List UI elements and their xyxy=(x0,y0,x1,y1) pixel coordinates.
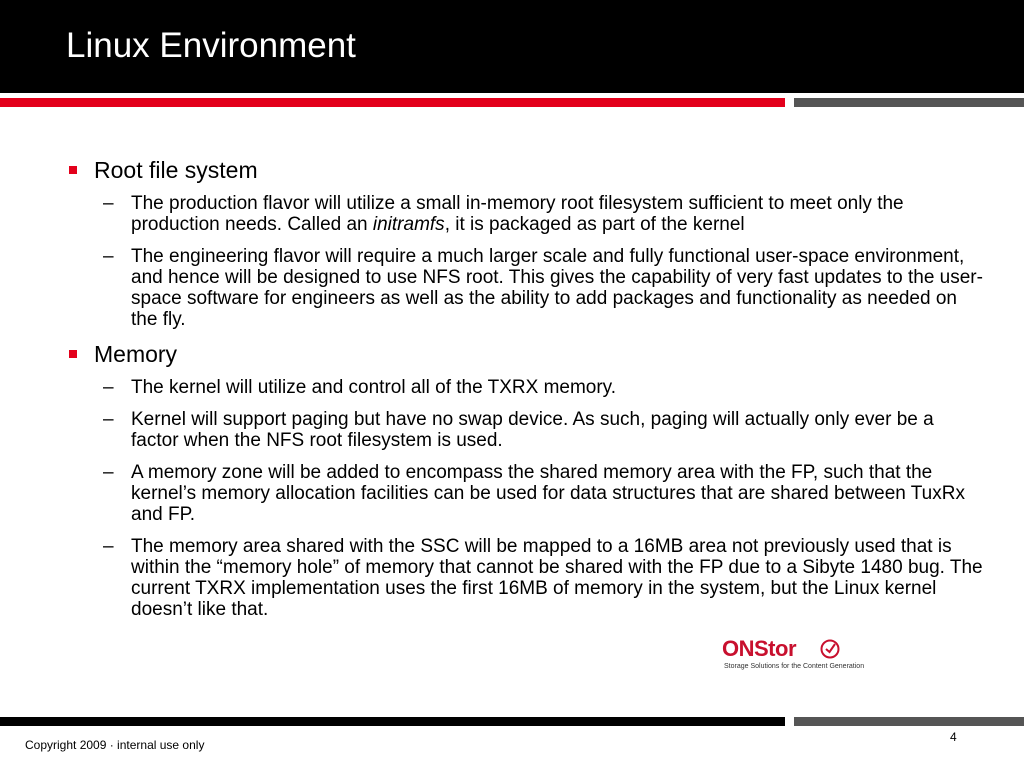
logo-tagline: Storage Solutions for the Content Generation xyxy=(724,663,865,670)
bottom-gray-stripe xyxy=(794,717,1024,726)
dash-icon: – xyxy=(103,193,114,214)
dash-icon: – xyxy=(103,377,114,398)
footer-copyright: Copyright 2009 · internal use only xyxy=(25,738,205,752)
sub-bullet-text: A memory zone will be added to encompass the shared memory area with the FP, such that the kernel’s memory allocation facilities can be used for data structures that are shared between TuxRx and FP. xyxy=(131,462,965,525)
sub-bullet-text: The engineering flavor will require a much larger scale and fully functional user-space environment, and hence will be designed to use NFS root. This gives the capability of very fast updates to the user-space software for engineers as well as the ability to add packages and functionality as needed on the fly. xyxy=(131,246,983,330)
bullet-square-icon xyxy=(69,166,77,174)
sub-bullet xyxy=(66,377,986,398)
page-number: 4 xyxy=(950,730,957,744)
sub-bullet-text: The kernel will utilize and control all of the TXRX memory. xyxy=(131,377,617,398)
sub-bullet xyxy=(66,462,986,525)
sub-bullet xyxy=(66,536,986,620)
bullet-root-file-system xyxy=(66,157,986,183)
top-gray-stripe xyxy=(794,98,1024,107)
onstor-logo xyxy=(722,636,872,676)
dash-icon: – xyxy=(103,246,114,267)
slide-title: Linux Environment xyxy=(66,26,356,65)
bullet-memory xyxy=(66,341,986,367)
check-circle-icon xyxy=(819,637,841,659)
bullet-square-icon xyxy=(69,350,77,358)
top-accent-stripe xyxy=(0,98,785,107)
bullet-text: Root file system xyxy=(94,157,258,183)
sub-bullet-text: Kernel will support paging but have no swap device. As such, paging will actually only ever be a factor when the NFS root filesystem is used. xyxy=(131,409,934,451)
dash-icon: – xyxy=(103,409,114,430)
sub-bullet-text: The production flavor will utilize a small in-memory root filesystem sufficient to meet only the production needs. Called an initramfs, it is packaged as part of the kernel xyxy=(131,193,904,235)
dash-icon: – xyxy=(103,462,114,483)
bottom-black-stripe xyxy=(0,717,785,726)
sub-bullet xyxy=(66,409,986,451)
logo-name: ONStor xyxy=(722,636,796,661)
slide-body xyxy=(66,157,986,631)
sub-bullet xyxy=(66,193,986,235)
title-bar xyxy=(0,0,1024,93)
dash-icon: – xyxy=(103,536,114,557)
sub-bullet xyxy=(66,246,986,330)
bullet-text: Memory xyxy=(94,341,178,367)
sub-bullet-text: The memory area shared with the SSC will be mapped to a 16MB area not previously used that is within the “memory hole” of memory that cannot be shared with the FP due to a Sibyte 1480 bug. The current TXRX implementation uses the first 16MB of memory in the system, but the Linux kernel doesn’t like that. xyxy=(131,536,983,620)
